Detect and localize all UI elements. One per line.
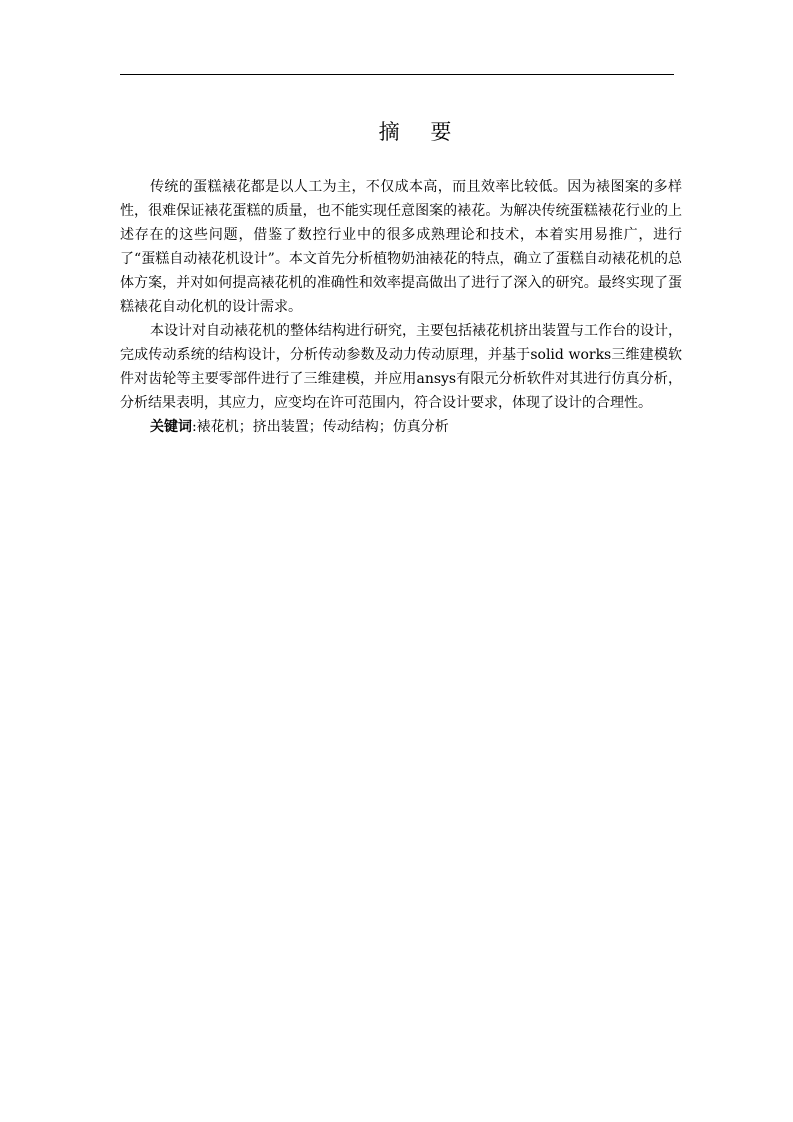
header-rule xyxy=(120,74,674,75)
keywords-line xyxy=(120,415,682,439)
keywords-label: 关键词 xyxy=(150,419,192,435)
keywords-list: :裱花机；挤出装置；传动结构；仿真分析 xyxy=(192,419,449,435)
abstract-title: 摘 要 xyxy=(378,120,464,144)
abstract-body xyxy=(120,175,682,439)
abstract-paragraph-2: 本设计对自动裱花机的整体结构进行研究，主要包括裱花机挤出装置与工作台的设计，完成传动系统的结构设计，分析传动参数及动力传动原理，并基于solid works三维建模软件对齿轮等主要零部件进行了三维建模，并应用ansys有限元分析软件对其进行仿真分析，分析结果表明，其应力，应变均在许可范围内，符合设计要求，体现了设计的合理性。 xyxy=(120,323,682,411)
abstract-paragraph-1: 传统的蛋糕裱花都是以人工为主，不仅成本高，而且效率比较低。因为裱图案的多样性，很难保证裱花蛋糕的质量，也不能实现任意图案的裱花。为解决传统蛋糕裱花行业的上述存在的这些问题，借鉴了数控行业中的很多成熟理论和技术，本着实用易推广，进行了“蛋糕自动裱花机设计”。本文首先分析植物奶油裱花的特点，确立了蛋糕自动裱花机的总体方案，并对如何提高裱花机的准确性和效率提高做出了进行了深入的研究。最终实现了蛋糕裱花自动化机的设计需求。 xyxy=(120,179,682,315)
